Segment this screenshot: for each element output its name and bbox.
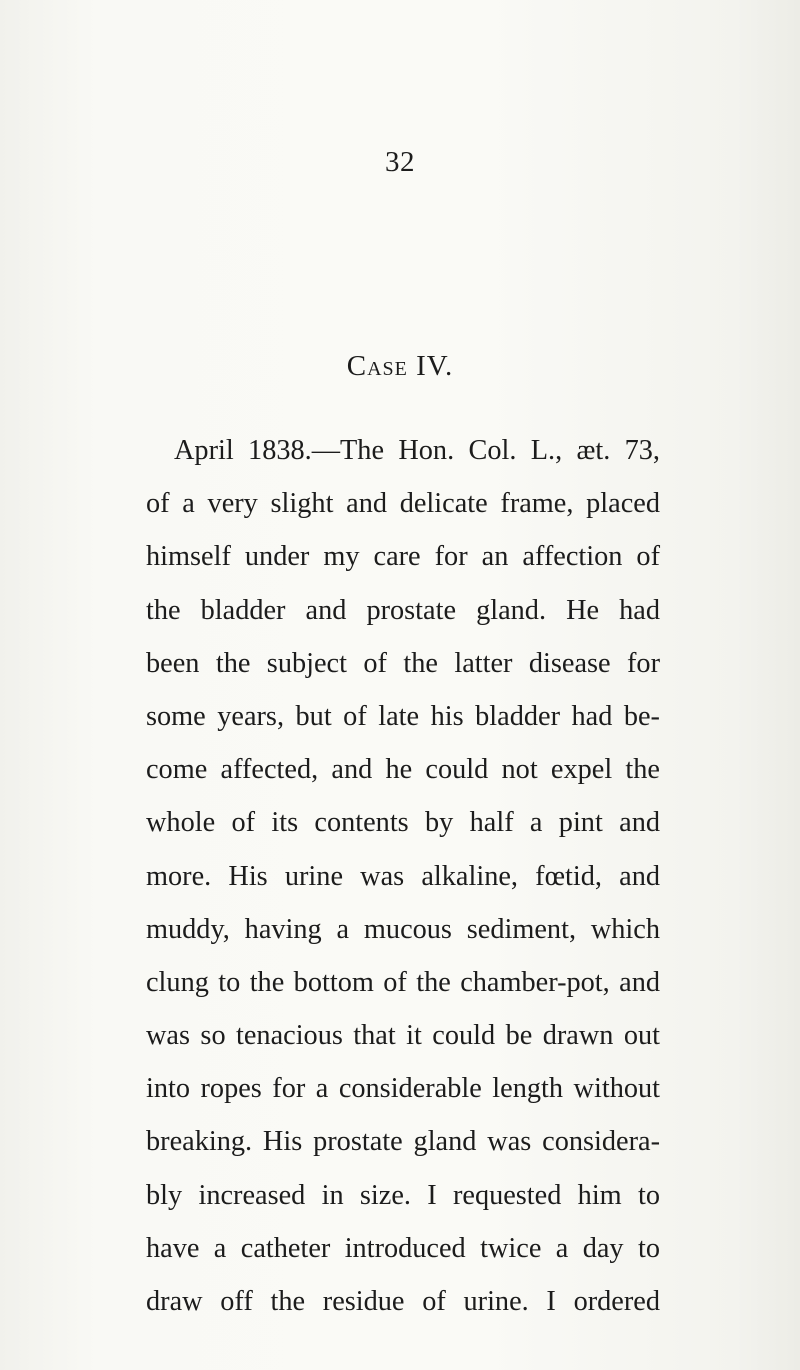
text-line: draw off the residue of urine. I ordered xyxy=(146,1286,660,1317)
text-line: come affected, and he could not expel the xyxy=(146,754,660,786)
text-line: breaking. His prostate gland was considera- xyxy=(146,1126,660,1158)
text-line: bly increased in size. I requested him to xyxy=(146,1179,660,1211)
body-paragraph xyxy=(146,424,660,1328)
text-line: some years, but of late his bladder had be- xyxy=(146,700,660,732)
text-line: into ropes for a considerable length without xyxy=(146,1073,660,1105)
text-line: been the subject of the latter disease for xyxy=(146,647,660,679)
text-line: more. His urine was alkaline, fœtid, and xyxy=(146,860,660,892)
text-line: whole of its contents by half a pint and xyxy=(146,807,660,839)
text-line: himself under my care for an affection of xyxy=(146,541,660,573)
case-heading: Case IV. xyxy=(346,350,454,382)
text-line: muddy, having a mucous sediment, which xyxy=(146,913,660,945)
text-line: the bladder and prostate gland. He had xyxy=(146,594,660,626)
page-number: 32 xyxy=(385,146,415,178)
text-line: clung to the bottom of the chamber-pot, and xyxy=(146,966,660,998)
text-line: have a catheter introduced twice a day to xyxy=(146,1232,660,1264)
text-line: was so tenacious that it could be drawn out xyxy=(146,1020,660,1052)
text-line: of a very slight and delicate frame, placed xyxy=(146,488,660,520)
text-line: April 1838.—The Hon. Col. L., æt. 73, xyxy=(174,435,660,466)
